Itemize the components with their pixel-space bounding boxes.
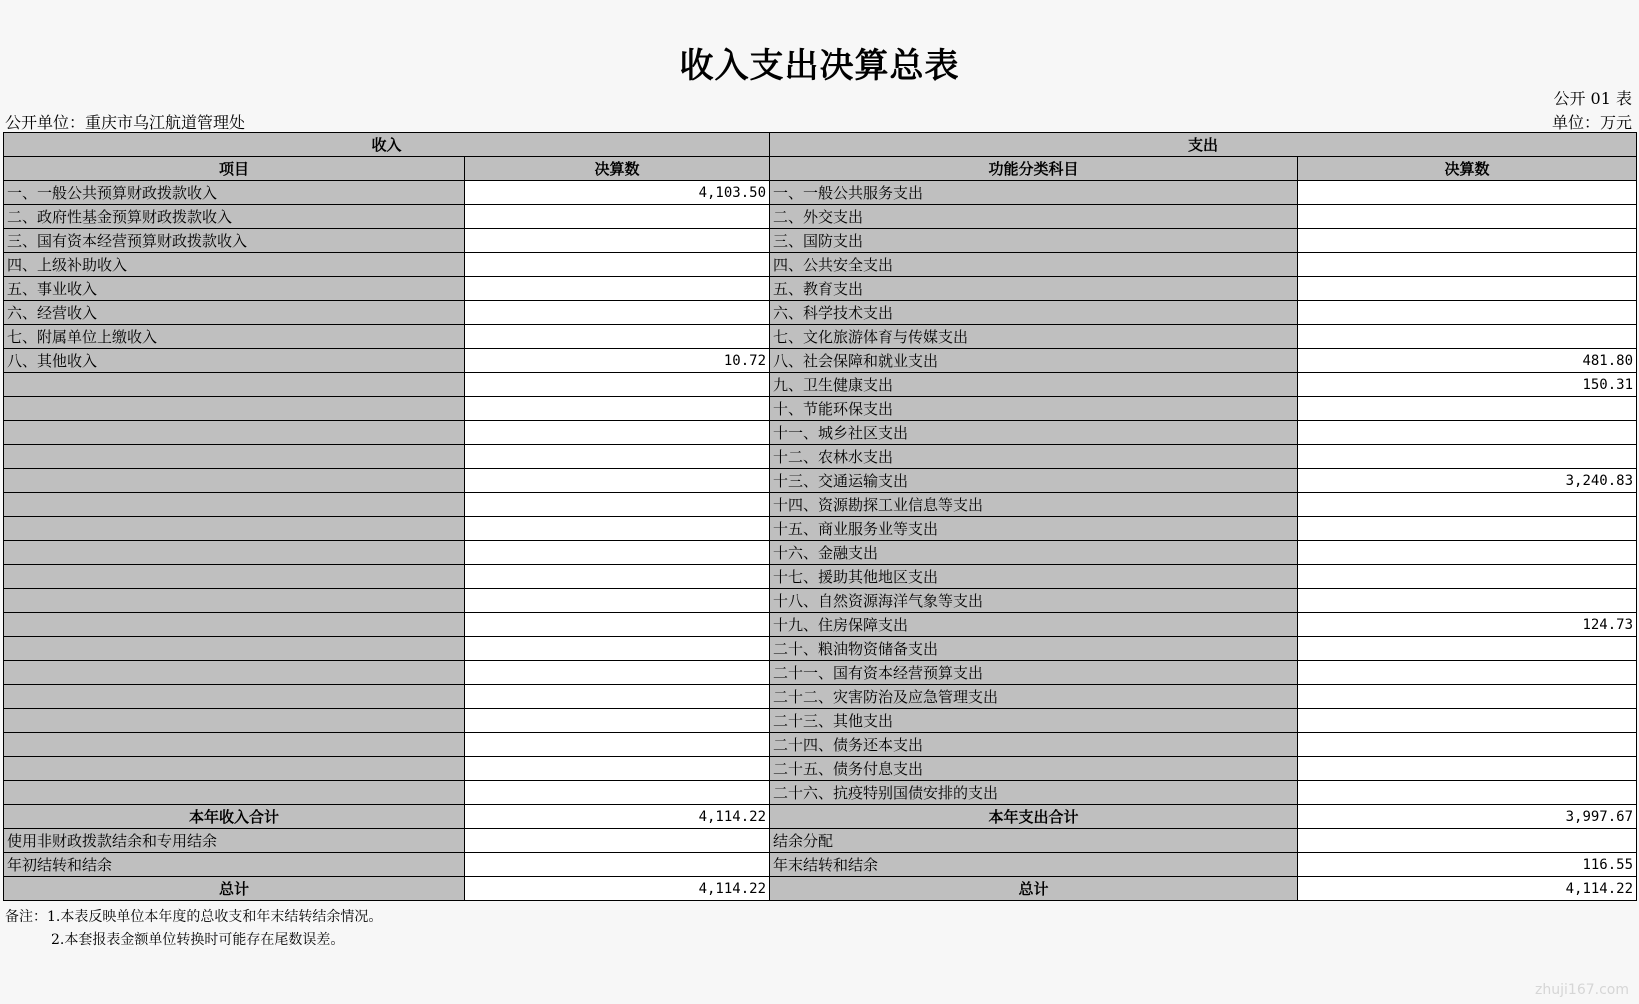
income-amount [465, 469, 770, 493]
table-row [4, 301, 1637, 325]
currency-unit: 单位：万元 [1551, 113, 1632, 132]
expense-section-header: 支出 [770, 133, 1637, 157]
income-amount [465, 829, 770, 853]
income-item: 五、事业收入 [4, 277, 465, 301]
income-amount [465, 541, 770, 565]
expense-amount [1298, 637, 1637, 661]
income-item: 三、国有资本经营预算财政拨款收入 [4, 229, 465, 253]
expense-amount [1298, 229, 1637, 253]
income-amount [465, 517, 770, 541]
notes [5, 906, 382, 952]
income-amount [465, 253, 770, 277]
expense-amount [1298, 205, 1637, 229]
income-item [4, 373, 465, 397]
note-line-1: 备注：1.本表反映单位本年度的总收支和年末结转结余情况。 [5, 909, 383, 925]
income-expense-table [3, 132, 1637, 901]
table-row [4, 229, 1637, 253]
income-item [4, 565, 465, 589]
income-item [4, 637, 465, 661]
income-item: 八、其他收入 [4, 349, 465, 373]
table-row [4, 853, 1637, 877]
expense-item: 三、国防支出 [770, 229, 1298, 253]
table-row [4, 277, 1637, 301]
expense-item: 二十三、其他支出 [770, 709, 1298, 733]
income-item [4, 733, 465, 757]
expense-amount [1298, 589, 1637, 613]
table-row [4, 613, 1637, 637]
expense-amount [1298, 733, 1637, 757]
table-row [4, 469, 1637, 493]
income-item [4, 445, 465, 469]
income-item: 年初结转和结余 [4, 853, 465, 877]
table-row [4, 733, 1637, 757]
expense-amount [1298, 685, 1637, 709]
column-header-row [4, 157, 1637, 181]
table-row [4, 829, 1637, 853]
expense-item: 十八、自然资源海洋气象等支出 [770, 589, 1298, 613]
income-total-amount: 4,114.22 [465, 877, 770, 901]
expense-total-amount: 3,997.67 [1298, 805, 1637, 829]
table-row [4, 637, 1637, 661]
income-item [4, 781, 465, 805]
table-row [4, 781, 1637, 805]
income-item [4, 757, 465, 781]
income-amount [465, 589, 770, 613]
expense-item: 六、科学技术支出 [770, 301, 1298, 325]
reporting-unit: 公开单位：重庆市乌江航道管理处 [5, 113, 246, 132]
expense-amount [1298, 541, 1637, 565]
income-amount [465, 781, 770, 805]
expense-item: 年末结转和结余 [770, 853, 1298, 877]
income-amount [465, 493, 770, 517]
table-row [4, 685, 1637, 709]
expense-item: 七、文化旅游体育与传媒支出 [770, 325, 1298, 349]
income-amount [465, 757, 770, 781]
func-category-column-header: 功能分类科目 [770, 157, 1298, 181]
expense-amount [1298, 181, 1637, 205]
page-title: 收入支出决算总表 [679, 46, 960, 86]
expense-amount [1298, 301, 1637, 325]
grand-total-row [4, 877, 1637, 901]
income-total-amount: 4,114.22 [465, 805, 770, 829]
expense-amount [1298, 325, 1637, 349]
expense-item: 结余分配 [770, 829, 1298, 853]
income-item [4, 397, 465, 421]
expense-item: 二十一、国有资本经营预算支出 [770, 661, 1298, 685]
income-item [4, 541, 465, 565]
income-amount [465, 397, 770, 421]
income-amount-column-header: 决算数 [465, 157, 770, 181]
table-row [4, 541, 1637, 565]
income-item: 四、上级补助收入 [4, 253, 465, 277]
expense-total-amount: 4,114.22 [1298, 877, 1637, 901]
income-amount [465, 661, 770, 685]
expense-item: 十三、交通运输支出 [770, 469, 1298, 493]
table-row [4, 349, 1637, 373]
income-amount [465, 685, 770, 709]
table-row [4, 181, 1637, 205]
expense-amount [1298, 709, 1637, 733]
income-item: 六、经营收入 [4, 301, 465, 325]
income-item: 一、一般公共预算财政拨款收入 [4, 181, 465, 205]
income-item [4, 493, 465, 517]
table-row [4, 517, 1637, 541]
expense-item: 十五、商业服务业等支出 [770, 517, 1298, 541]
expense-item: 五、教育支出 [770, 277, 1298, 301]
table-row [4, 205, 1637, 229]
section-header-row [4, 133, 1637, 157]
watermark: zhuji167.com [1535, 982, 1629, 998]
expense-amount [1298, 445, 1637, 469]
expense-item: 十六、金融支出 [770, 541, 1298, 565]
table-row [4, 493, 1637, 517]
expense-amount [1298, 397, 1637, 421]
income-amount [465, 277, 770, 301]
expense-amount: 116.55 [1298, 853, 1637, 877]
income-item [4, 709, 465, 733]
expense-amount: 150.31 [1298, 373, 1637, 397]
expense-item: 十、节能环保支出 [770, 397, 1298, 421]
expense-item: 九、卫生健康支出 [770, 373, 1298, 397]
income-item: 使用非财政拨款结余和专用结余 [4, 829, 465, 853]
expense-total-label: 本年支出合计 [770, 805, 1298, 829]
expense-amount [1298, 517, 1637, 541]
income-amount [465, 373, 770, 397]
table-row [4, 421, 1637, 445]
income-item [4, 685, 465, 709]
expense-item: 一、一般公共服务支出 [770, 181, 1298, 205]
item-column-header: 项目 [4, 157, 465, 181]
income-amount [465, 421, 770, 445]
table-number: 公开 01 表 [1553, 89, 1632, 108]
expense-item: 二、外交支出 [770, 205, 1298, 229]
expense-item: 二十四、债务还本支出 [770, 733, 1298, 757]
expense-amount [1298, 253, 1637, 277]
expense-item: 二十六、抗疫特别国债安排的支出 [770, 781, 1298, 805]
income-amount: 4,103.50 [465, 181, 770, 205]
table-row [4, 397, 1637, 421]
table-row [4, 709, 1637, 733]
income-item: 七、附属单位上缴收入 [4, 325, 465, 349]
expense-amount: 3,240.83 [1298, 469, 1637, 493]
expense-amount [1298, 421, 1637, 445]
income-item: 二、政府性基金预算财政拨款收入 [4, 205, 465, 229]
table-row [4, 253, 1637, 277]
expense-item: 十七、援助其他地区支出 [770, 565, 1298, 589]
income-section-header: 收入 [4, 133, 770, 157]
expense-amount [1298, 781, 1637, 805]
expense-item: 八、社会保障和就业支出 [770, 349, 1298, 373]
expense-amount [1298, 565, 1637, 589]
expense-amount-column-header: 决算数 [1298, 157, 1637, 181]
expense-amount [1298, 829, 1637, 853]
expense-amount: 481.80 [1298, 349, 1637, 373]
income-amount [465, 565, 770, 589]
expense-amount [1298, 757, 1637, 781]
income-amount: 10.72 [465, 349, 770, 373]
expense-item: 十二、农林水支出 [770, 445, 1298, 469]
table-row [4, 589, 1637, 613]
income-total-label: 本年收入合计 [4, 805, 465, 829]
income-amount [465, 637, 770, 661]
income-amount [465, 613, 770, 637]
expense-item: 十九、住房保障支出 [770, 613, 1298, 637]
income-amount [465, 709, 770, 733]
expense-item: 十一、城乡社区支出 [770, 421, 1298, 445]
income-item [4, 421, 465, 445]
table-row [4, 661, 1637, 685]
table-row [4, 445, 1637, 469]
income-amount [465, 853, 770, 877]
expense-item: 十四、资源勘探工业信息等支出 [770, 493, 1298, 517]
income-item [4, 589, 465, 613]
income-item [4, 469, 465, 493]
expense-amount [1298, 661, 1637, 685]
expense-amount [1298, 277, 1637, 301]
income-item [4, 613, 465, 637]
income-amount [465, 205, 770, 229]
income-amount [465, 325, 770, 349]
expense-amount [1298, 493, 1637, 517]
expense-amount: 124.73 [1298, 613, 1637, 637]
income-amount [465, 301, 770, 325]
table-row [4, 565, 1637, 589]
expense-item: 二十二、灾害防治及应急管理支出 [770, 685, 1298, 709]
income-item [4, 661, 465, 685]
income-amount [465, 445, 770, 469]
table-row [4, 325, 1637, 349]
income-item [4, 517, 465, 541]
income-amount [465, 733, 770, 757]
table-row [4, 373, 1637, 397]
income-amount [465, 229, 770, 253]
expense-total-label: 总计 [770, 877, 1298, 901]
expense-item: 二十、粮油物资储备支出 [770, 637, 1298, 661]
year-total-row [4, 805, 1637, 829]
note-line-2: 2.本套报表金额单位转换时可能存在尾数误差。 [51, 932, 345, 948]
table-row [4, 757, 1637, 781]
expense-item: 四、公共安全支出 [770, 253, 1298, 277]
income-total-label: 总计 [4, 877, 465, 901]
expense-item: 二十五、债务付息支出 [770, 757, 1298, 781]
